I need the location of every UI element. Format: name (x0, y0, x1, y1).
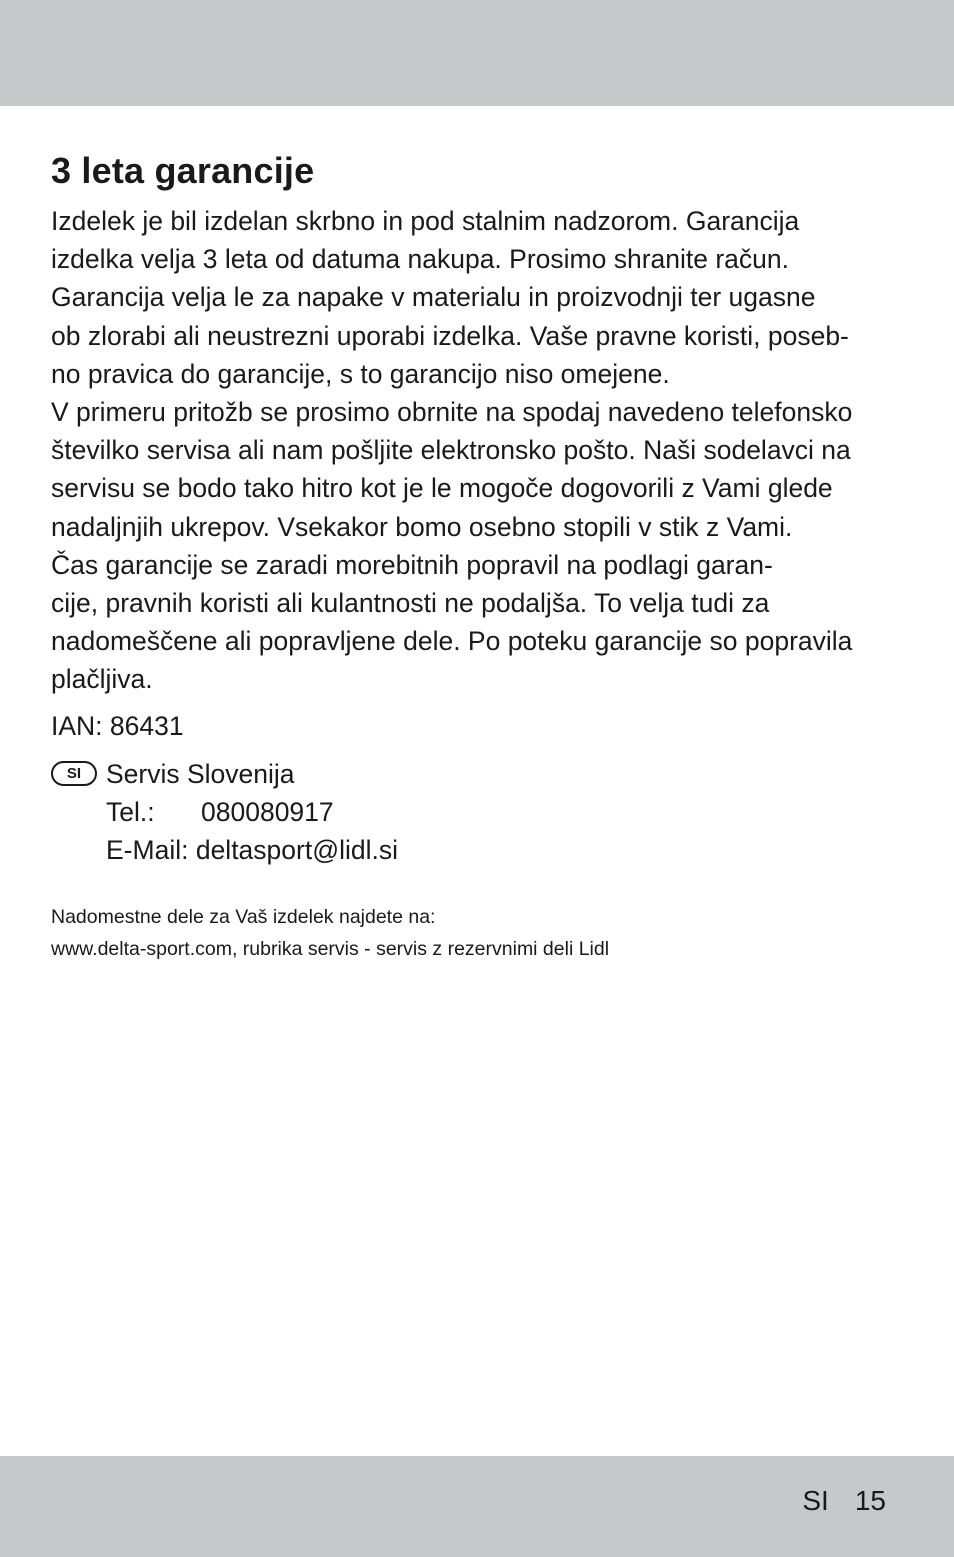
text-line: Čas garancije se zaradi morebitnih popravil na podlagi garan- (51, 549, 773, 580)
language-code: SI (802, 1485, 829, 1516)
text-line: izdelka velja 3 leta od datuma nakupa. Prosimo shranite račun. (51, 244, 790, 275)
text-line: Garancija velja le za napake v materialu in proizvodnji ter ugasne (51, 282, 816, 313)
ian-number: IAN: 86431 (51, 710, 184, 741)
phone-value: 080080917 (201, 796, 334, 827)
email-value: deltasport@lidl.si (195, 834, 399, 865)
text-line: V primeru pritožb se prosimo obrnite na spodaj navedeno telefonsko (51, 397, 853, 428)
text-line: nadomeščene ali popravljene dele. Po poteku garancije so popravila (51, 626, 853, 657)
note-line: Nadomestne dele za Vaš izdelek najdete na: (51, 905, 436, 928)
warranty-paragraph (51, 202, 911, 393)
text-line: no pravica do garancije, s to garancijo niso omejene. (51, 358, 670, 389)
page-content (51, 140, 911, 965)
spare-parts-note (51, 901, 911, 965)
complaints-paragraph (51, 393, 911, 546)
text-line: servisu se bodo tako hitro kot je le mogoče dogovorili z Vami glede (51, 473, 833, 504)
service-phone-row (106, 793, 911, 831)
country-badge-icon: SI (51, 761, 97, 786)
page-footer (802, 1481, 886, 1521)
service-name: Servis Slovenija (106, 758, 295, 789)
warranty-period-paragraph (51, 546, 911, 699)
header-band (0, 0, 954, 106)
service-block (51, 755, 911, 869)
service-email-row (106, 831, 911, 869)
text-line: plačljiva. (51, 664, 153, 695)
text-line: nadaljnjih ukrepov. Vsekakor bomo osebno stopili v stik z Vami. (51, 511, 793, 542)
text-line: številko servisa ali nam pošljite elektronsko pošto. Naši sodelavci na (51, 435, 851, 466)
email-label: E-Mail: (106, 834, 189, 865)
page-title: 3 leta garancije (51, 150, 315, 191)
page-number: 15 (854, 1485, 886, 1516)
note-link: www.delta-sport.com, rubrika servis - servis z rezervnimi deli Lidl (51, 937, 610, 960)
text-line: cije, pravnih koristi ali kulantnosti ne podaljša. To velja tudi za (51, 588, 770, 619)
text-line: Izdelek je bil izdelan skrbno in pod stalnim nadzorom. Garancija (51, 206, 800, 236)
phone-label: Tel.: (106, 796, 155, 827)
text-line: ob zlorabi ali neustrezni uporabi izdelka. Vaše pravne koristi, poseb- (51, 320, 849, 351)
